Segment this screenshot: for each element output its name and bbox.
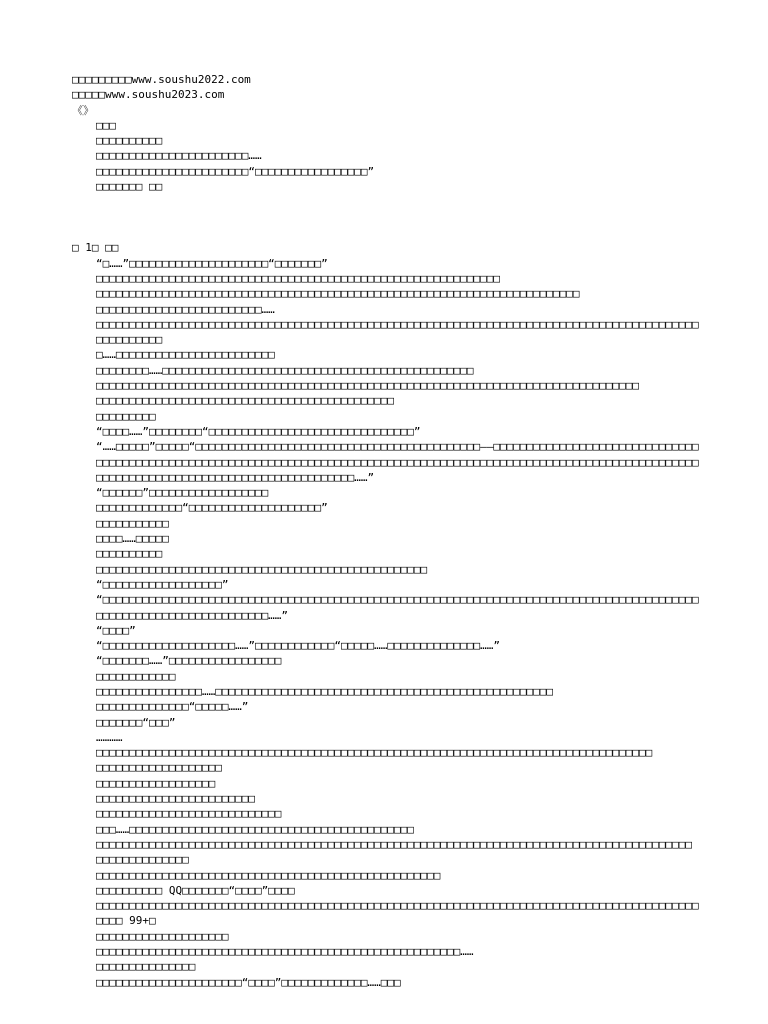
body-paragraph: “□□□□□□□□□□□□□□□□□□□□……”□□□□□□□□□□□□“□□□□□……□□□□□□□□□□□□□□……”: [96, 639, 500, 653]
body-paragraph: “……□□□□□”□□□□□“□□□□□□□□□□□□□□□□□□□□□□□□□□□□□□□□□□□□□□□□□□□——□□□□□□□□□□□□□□□□□□□□□□□□□□□□□□□□□□□□□□□□□□□□□□□□□□□□□□□□□□□□□□□□□□□□□□□□□□□□□□□□□□□□□□□□□□□□□□□□□□□□□□□□□□□□□□□□□□□□□□□□□□□□□□□□□□□□□□□□□□□□□□□□□□□□□□□□□□□□□□□□□……”: [96, 440, 699, 484]
body-paragraph: □□□□□□□□□□: [96, 547, 163, 561]
body-paragraph: □□□□□□□□□□□□□□□□□□□□□□□□□□□□□□□□□□□□□□□□□□□□□□□□□□□□□□□□□□□□□□□□□□□□□□□□□□□□□□□□□□□□□□□□□□: [96, 837, 693, 851]
body-paragraph: □□□□□□□□□□□□□“□□□□□□□□□□□□□□□□□□□□”: [96, 501, 328, 515]
body-paragraph: □□□……□□□□□□□□□□□□□□□□□□□□□□□□□□□□□□□□□□□□□□□□□□□: [96, 822, 414, 836]
body-paragraph: □□□□□□□□□□□□□□□□□□□□□□□□□□□□□□□□□□□□□□□□□□□□□□□□□□□□: [96, 868, 441, 882]
intro-paragraph: □□□□□□□□□□□□□□□□□□□□□□□“□□□□□□□□□□□□□□□□□”: [96, 164, 375, 178]
body-paragraph: □□□□□□□□□□□□□□□□□□□□□□□□□□□□□□□□□□□□□□□□□□□□□□□□□□□□□□□□□□□□□□□□□□□□□□□□□□□□□□□□□□□□□□□□□□□□□□□ 99+□: [96, 899, 699, 928]
body-paragraph: “□□□□□□□……”□□□□□□□□□□□□□□□□□: [96, 654, 282, 668]
body-paragraph: “□□□□□□”□□□□□□□□□□□□□□□□□□: [96, 486, 269, 500]
header-url-line-1: □□□□□□□□□www.soushu2022.com: [72, 73, 251, 86]
body-paragraph: □□□□□□□□□□□□□□□□□□: [96, 776, 216, 790]
body-paragraph: □□□□□□□□□□□□□□□□□□□□□□□□□□□□□□□□□□□□□□□□□□□□□□□□□□□□□□□……: [96, 945, 474, 959]
body-paragraph: “□□□□……”□□□□□□□□“□□□□□□□□□□□□□□□□□□□□□□□□□□□□□□□”: [96, 424, 421, 438]
body-paragraph: □□□□□□□□□□□□□□“□□□□□……”: [96, 700, 249, 714]
body-paragraph: □□□□□□□□□□□□□□□□□□□□□□□□□□□□□□□□□□□□□□□□□□□□□□□□□□□□□□□□□□□□□□□□□□□□□□□□□□□□□□□□□□: [96, 379, 640, 393]
book-title-marks: 《》: [72, 103, 94, 117]
body-paragraph: “□……”□□□□□□□□□□□□□□□□□□□□□“□□□□□□□”: [96, 256, 328, 270]
body-paragraph: □□□□□□□□□□□□: [96, 669, 176, 683]
body-paragraph: □□□□□□□□□□ QQ□□□□□□□“□□□□”□□□□: [96, 883, 295, 897]
body-paragraph: □□□□□□□□□□□□□□□□□□□□: [96, 929, 229, 943]
section-spacer: [72, 194, 702, 240]
body-paragraph: □□□□□□□□□□□□□□□□……□□□□□□□□□□□□□□□□□□□□□□□□□□□□□□□□□□□□□□□□□□□□□□□□□□□: [96, 684, 553, 698]
body-paragraph: □□□□□□□□□□□□□□□□□□□□□□“□□□□”□□□□□□□□□□□□□……□□□: [96, 975, 401, 989]
body-paragraph: □□□□□□□□□□□□□□□□□□□□□□□□: [96, 792, 255, 806]
body-paragraph: “□□□□□□□□□□□□□□□□□□”: [96, 577, 229, 591]
body-paragraph: □□□□□□□□□□□□□□□: [96, 960, 196, 974]
body-paragraph: □□□□……□□□□□: [96, 532, 169, 546]
body-paragraph: □□□□□□□□□□□□□□□□□□□□□□□□□□□□□□□□□□□□□□□□□□□□□□□□□□□□□□□□□□□□□□□□□□□□□□□□□□□□□□□□□□□□: [96, 746, 653, 760]
body-paragraph: “□□□□”: [96, 623, 136, 637]
body-paragraph: □□□□□□□“□□□”: [96, 715, 176, 729]
body-paragraph: …………: [96, 730, 123, 744]
chapter-heading: □ 1□ □□: [72, 241, 119, 255]
body-paragraph: “□□□□□□□□□□□□□□□□□□□□□□□□□□□□□□□□□□□□□□□□□□□□□□□□□□□□□□□□□□□□□□□□□□□□□□□□□□□□□□□□□□□□□□□□□□□□□□□□□□□□□□□□□□□□□□□□□□□□……”: [96, 593, 699, 622]
intro-section: [72, 118, 702, 194]
body-paragraph: □□□□□□□□□: [96, 409, 156, 423]
body-paragraph: □□□□□□□□□□□□□□□□□□□□□□□□□□□□□□□□□□□□□□□□□□□□□□□□□□□□□□□□□□□□□□□□□□□□□□□□□□□□□□□□□□□□□□□□□□□□□□□□□□□□□: [96, 317, 699, 347]
body-paragraph: □□□□□□□□□□□□□□□□□□□□□□□□□□□□□□□□□□□□□□□□□□□□□□□□□□□□□□□□□□□□□□□□□□□□□□□□□: [96, 287, 580, 301]
header-url-line-2: □□□□□www.soushu2023.com: [72, 88, 225, 102]
body-paragraph: □……□□□□□□□□□□□□□□□□□□□□□□□□: [96, 348, 275, 362]
intro-paragraph: □□□□□□□□□□: [96, 134, 163, 148]
body-paragraph: □□□□□□□□□□□□□□□□□□□□□□□□□□□□□□□□□□□□□□□□□□□□□□□□□□□□□□□□□□□□□: [96, 271, 500, 285]
chapter-body: [72, 256, 702, 990]
body-paragraph: □□□□□□□□……□□□□□□□□□□□□□□□□□□□□□□□□□□□□□□□□□□□□□□□□□□□□□□□: [96, 363, 474, 377]
intro-paragraph: □□□□□□□ □□: [96, 180, 163, 194]
body-paragraph: □□□□□□□□□□□□□□: [96, 853, 189, 867]
body-paragraph: □□□□□□□□□□□: [96, 516, 169, 530]
body-paragraph: □□□□□□□□□□□□□□□□□□□□□□□□□□□□: [96, 807, 282, 821]
body-paragraph: □□□□□□□□□□□□□□□□□□□: [96, 761, 222, 775]
body-paragraph: □□□□□□□□□□□□□□□□□□□□□□□□□□□□□□□□□□□□□□□□□□□□□: [96, 394, 395, 408]
document-page: [72, 72, 702, 990]
body-paragraph: □□□□□□□□□□□□□□□□□□□□□□□□□……: [96, 302, 275, 316]
body-paragraph: □□□□□□□□□□□□□□□□□□□□□□□□□□□□□□□□□□□□□□□□□□□□□□□□□□: [96, 562, 428, 576]
intro-paragraph: □□□: [96, 118, 116, 132]
intro-paragraph: □□□□□□□□□□□□□□□□□□□□□□□……: [96, 149, 262, 163]
